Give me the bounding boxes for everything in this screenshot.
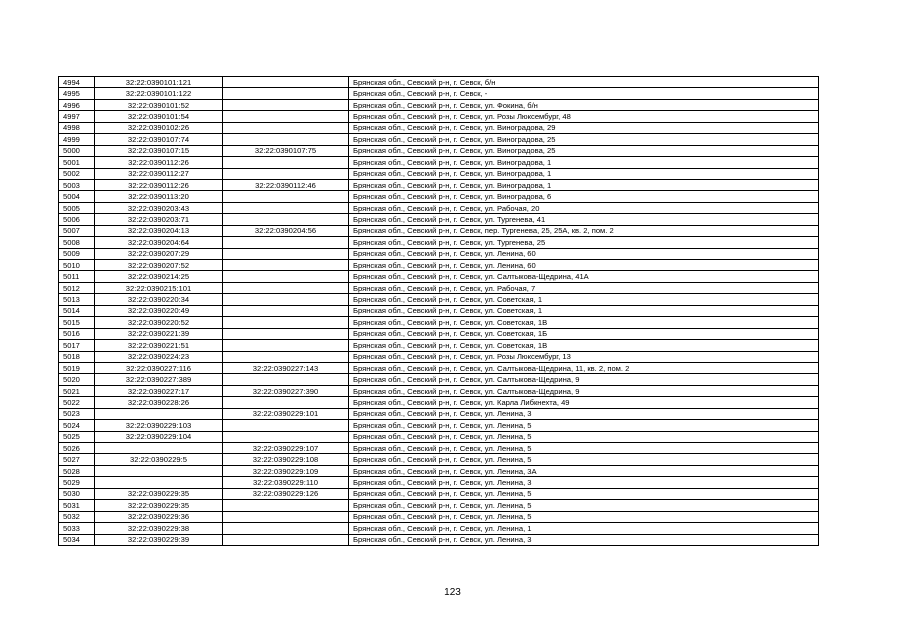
cadastral-number-cell: 32:22:0390229:35 (95, 488, 223, 499)
table-row (59, 454, 819, 465)
cadastral-number-cell: 32:22:0390229:36 (95, 511, 223, 522)
address-cell: Брянская обл., Севский р-н, г. Севск, ул. Ленина, 5 (349, 511, 819, 522)
row-number-cell: 5006 (59, 214, 95, 225)
row-number-cell: 5012 (59, 282, 95, 293)
address-cell: Брянская обл., Севский р-н, г. Севск, ул. Ленина, 60 (349, 260, 819, 271)
address-cell: Брянская обл., Севский р-н, г. Севск, ул. Ленина, 60 (349, 248, 819, 259)
address-cell: Брянская обл., Севский р-н, г. Севск, ул. Ленина, 5 (349, 488, 819, 499)
table-row (59, 397, 819, 408)
address-cell: Брянская обл., Севский р-н, г. Севск, б/н (349, 77, 819, 88)
row-number-cell: 5001 (59, 157, 95, 168)
table-row (59, 157, 819, 168)
cadastral-number-cell: 32:22:0390215:101 (95, 282, 223, 293)
row-number-cell: 5018 (59, 351, 95, 362)
table-row (59, 523, 819, 534)
related-cadastral-number-cell (223, 374, 349, 385)
table-row (59, 385, 819, 396)
table-row (59, 202, 819, 213)
table-row (59, 271, 819, 282)
row-number-cell: 5028 (59, 465, 95, 476)
cadastral-number-cell: 32:22:0390224:23 (95, 351, 223, 362)
row-number-cell: 5031 (59, 500, 95, 511)
related-cadastral-number-cell: 32:22:0390204:56 (223, 225, 349, 236)
address-cell: Брянская обл., Севский р-н, г. Севск, ул. Карла Либкнехта, 49 (349, 397, 819, 408)
table-row (59, 122, 819, 133)
address-cell: Брянская обл., Севский р-н, г. Севск, ул. Салтыкова-Щедрина, 41А (349, 271, 819, 282)
related-cadastral-number-cell (223, 111, 349, 122)
table-body (59, 77, 819, 546)
address-cell: Брянская обл., Севский р-н, г. Севск, ул. Розы Люксембург, 48 (349, 111, 819, 122)
table-row (59, 511, 819, 522)
address-cell: Брянская обл., Севский р-н, г. Севск, ул. Виноградова, 1 (349, 168, 819, 179)
address-cell: Брянская обл., Севский р-н, г. Севск, ул. Ленина, 5 (349, 454, 819, 465)
row-number-cell: 5025 (59, 431, 95, 442)
related-cadastral-number-cell (223, 122, 349, 133)
cadastral-number-cell: 32:22:0390221:51 (95, 340, 223, 351)
registry-table (58, 76, 819, 546)
row-number-cell: 5021 (59, 385, 95, 396)
address-cell: Брянская обл., Севский р-н, г. Севск, ул. Советская, 1 (349, 294, 819, 305)
address-cell: Брянская обл., Севский р-н, г. Севск, ул. Виноградова, 1 (349, 157, 819, 168)
related-cadastral-number-cell (223, 202, 349, 213)
table-row (59, 145, 819, 156)
table-row (59, 488, 819, 499)
related-cadastral-number-cell (223, 99, 349, 110)
cadastral-number-cell: 32:22:0390203:43 (95, 202, 223, 213)
address-cell: Брянская обл., Севский р-н, г. Севск, ул. Ленина, 3 (349, 408, 819, 419)
table-row (59, 134, 819, 145)
row-number-cell: 5015 (59, 317, 95, 328)
row-number-cell: 4995 (59, 88, 95, 99)
cadastral-number-cell: 32:22:0390113:20 (95, 191, 223, 202)
cadastral-number-cell: 32:22:0390220:34 (95, 294, 223, 305)
cadastral-number-cell: 32:22:0390229:104 (95, 431, 223, 442)
table-row (59, 77, 819, 88)
address-cell: Брянская обл., Севский р-н, г. Севск, ул. Салтыкова-Щедрина, 9 (349, 374, 819, 385)
cadastral-number-cell: 32:22:0390101:122 (95, 88, 223, 99)
related-cadastral-number-cell (223, 77, 349, 88)
related-cadastral-number-cell: 32:22:0390229:101 (223, 408, 349, 419)
row-number-cell: 4998 (59, 122, 95, 133)
address-cell: Брянская обл., Севский р-н, г. Севск, ул. Советская, 1 (349, 305, 819, 316)
cadastral-number-cell: 32:22:0390112:26 (95, 179, 223, 190)
cadastral-number-cell (95, 477, 223, 488)
table-row (59, 111, 819, 122)
related-cadastral-number-cell (223, 134, 349, 145)
cadastral-number-cell: 32:22:0390229:35 (95, 500, 223, 511)
related-cadastral-number-cell: 32:22:0390227:143 (223, 362, 349, 373)
row-number-cell: 5029 (59, 477, 95, 488)
table-row (59, 420, 819, 431)
cadastral-number-cell: 32:22:0390112:26 (95, 157, 223, 168)
cadastral-number-cell: 32:22:0390204:64 (95, 237, 223, 248)
related-cadastral-number-cell (223, 523, 349, 534)
row-number-cell: 5023 (59, 408, 95, 419)
cadastral-number-cell: 32:22:0390203:71 (95, 214, 223, 225)
row-number-cell: 5020 (59, 374, 95, 385)
row-number-cell: 5005 (59, 202, 95, 213)
cadastral-number-cell: 32:22:0390207:29 (95, 248, 223, 259)
related-cadastral-number-cell (223, 534, 349, 545)
cadastral-number-cell (95, 443, 223, 454)
table-row (59, 477, 819, 488)
row-number-cell: 5024 (59, 420, 95, 431)
address-cell: Брянская обл., Севский р-н, г. Севск, ул. Виноградова, 25 (349, 145, 819, 156)
related-cadastral-number-cell: 32:22:0390227:390 (223, 385, 349, 396)
related-cadastral-number-cell (223, 420, 349, 431)
address-cell: Брянская обл., Севский р-н, г. Севск, ул. Салтыкова-Щедрина, 11, кв. 2, пом. 2 (349, 362, 819, 373)
cadastral-number-cell: 32:22:0390221:39 (95, 328, 223, 339)
table-row (59, 465, 819, 476)
related-cadastral-number-cell (223, 305, 349, 316)
table-row (59, 317, 819, 328)
related-cadastral-number-cell: 32:22:0390229:109 (223, 465, 349, 476)
cadastral-number-cell (95, 408, 223, 419)
cadastral-number-cell: 32:22:0390102:26 (95, 122, 223, 133)
row-number-cell: 5008 (59, 237, 95, 248)
related-cadastral-number-cell (223, 397, 349, 408)
related-cadastral-number-cell (223, 500, 349, 511)
row-number-cell: 4996 (59, 99, 95, 110)
row-number-cell: 5014 (59, 305, 95, 316)
cadastral-number-cell: 32:22:0390220:52 (95, 317, 223, 328)
table-row (59, 534, 819, 545)
row-number-cell: 5017 (59, 340, 95, 351)
cadastral-number-cell: 32:22:0390228:26 (95, 397, 223, 408)
cadastral-number-cell: 32:22:0390220:49 (95, 305, 223, 316)
related-cadastral-number-cell (223, 328, 349, 339)
row-number-cell: 5022 (59, 397, 95, 408)
row-number-cell: 5026 (59, 443, 95, 454)
address-cell: Брянская обл., Севский р-н, г. Севск, ул. Советская, 1В (349, 317, 819, 328)
table-row (59, 294, 819, 305)
cadastral-number-cell: 32:22:0390229:5 (95, 454, 223, 465)
address-cell: Брянская обл., Севский р-н, г. Севск, ул. Ленина, 1 (349, 523, 819, 534)
cadastral-number-cell: 32:22:0390227:389 (95, 374, 223, 385)
address-cell: Брянская обл., Севский р-н, г. Севск, ул. Виноградова, 29 (349, 122, 819, 133)
address-cell: Брянская обл., Севский р-н, г. Севск, - (349, 88, 819, 99)
related-cadastral-number-cell: 32:22:0390229:108 (223, 454, 349, 465)
table-row (59, 340, 819, 351)
related-cadastral-number-cell (223, 260, 349, 271)
table-row (59, 237, 819, 248)
address-cell: Брянская обл., Севский р-н, г. Севск, ул. Ленина, 5 (349, 431, 819, 442)
related-cadastral-number-cell (223, 214, 349, 225)
related-cadastral-number-cell (223, 511, 349, 522)
cadastral-number-cell: 32:22:0390229:39 (95, 534, 223, 545)
table-row (59, 305, 819, 316)
related-cadastral-number-cell (223, 191, 349, 202)
row-number-cell: 5007 (59, 225, 95, 236)
cadastral-number-cell: 32:22:0390207:52 (95, 260, 223, 271)
row-number-cell: 5000 (59, 145, 95, 156)
address-cell: Брянская обл., Севский р-н, г. Севск, ул. Виноградова, 25 (349, 134, 819, 145)
row-number-cell: 5032 (59, 511, 95, 522)
related-cadastral-number-cell (223, 294, 349, 305)
cadastral-number-cell: 32:22:0390107:15 (95, 145, 223, 156)
related-cadastral-number-cell: 32:22:0390229:110 (223, 477, 349, 488)
row-number-cell: 4999 (59, 134, 95, 145)
related-cadastral-number-cell (223, 351, 349, 362)
table-row (59, 282, 819, 293)
row-number-cell: 5016 (59, 328, 95, 339)
table-row (59, 168, 819, 179)
row-number-cell: 5003 (59, 179, 95, 190)
address-cell: Брянская обл., Севский р-н, г. Севск, ул. Рабочая, 7 (349, 282, 819, 293)
cadastral-number-cell: 32:22:0390214:25 (95, 271, 223, 282)
related-cadastral-number-cell (223, 282, 349, 293)
related-cadastral-number-cell (223, 317, 349, 328)
table-row (59, 408, 819, 419)
address-cell: Брянская обл., Севский р-н, г. Севск, ул. Ленина, 3А (349, 465, 819, 476)
related-cadastral-number-cell (223, 237, 349, 248)
table-row (59, 443, 819, 454)
address-cell: Брянская обл., Севский р-н, г. Севск, ул. Ленина, 5 (349, 420, 819, 431)
table-row (59, 500, 819, 511)
table-row (59, 431, 819, 442)
cadastral-number-cell (95, 465, 223, 476)
row-number-cell: 5010 (59, 260, 95, 271)
table-row (59, 214, 819, 225)
related-cadastral-number-cell: 32:22:0390107:75 (223, 145, 349, 156)
row-number-cell: 5013 (59, 294, 95, 305)
cadastral-number-cell: 32:22:0390112:27 (95, 168, 223, 179)
cadastral-number-cell: 32:22:0390229:103 (95, 420, 223, 431)
address-cell: Брянская обл., Севский р-н, г. Севск, пер. Тургенева, 25, 25А, кв. 2, пом. 2 (349, 225, 819, 236)
row-number-cell: 5033 (59, 523, 95, 534)
row-number-cell: 5004 (59, 191, 95, 202)
cadastral-number-cell: 32:22:0390227:17 (95, 385, 223, 396)
related-cadastral-number-cell (223, 271, 349, 282)
table-row (59, 99, 819, 110)
row-number-cell: 4997 (59, 111, 95, 122)
table-row (59, 88, 819, 99)
related-cadastral-number-cell (223, 88, 349, 99)
address-cell: Брянская обл., Севский р-н, г. Севск, ул. Виноградова, 6 (349, 191, 819, 202)
table-row (59, 362, 819, 373)
address-cell: Брянская обл., Севский р-н, г. Севск, ул. Ленина, 3 (349, 477, 819, 488)
related-cadastral-number-cell: 32:22:0390229:107 (223, 443, 349, 454)
table-row (59, 191, 819, 202)
address-cell: Брянская обл., Севский р-н, г. Севск, ул. Ленина, 5 (349, 443, 819, 454)
address-cell: Брянская обл., Севский р-н, г. Севск, ул. Тургенева, 41 (349, 214, 819, 225)
address-cell: Брянская обл., Севский р-н, г. Севск, ул. Советская, 1В (349, 340, 819, 351)
address-cell: Брянская обл., Севский р-н, г. Севск, ул. Советская, 1Б (349, 328, 819, 339)
related-cadastral-number-cell (223, 157, 349, 168)
row-number-cell: 5002 (59, 168, 95, 179)
related-cadastral-number-cell: 32:22:0390112:46 (223, 179, 349, 190)
row-number-cell: 5027 (59, 454, 95, 465)
related-cadastral-number-cell (223, 248, 349, 259)
table-row (59, 260, 819, 271)
table-row (59, 248, 819, 259)
address-cell: Брянская обл., Севский р-н, г. Севск, ул. Ленина, 5 (349, 500, 819, 511)
cadastral-number-cell: 32:22:0390107:74 (95, 134, 223, 145)
address-cell: Брянская обл., Севский р-н, г. Севск, ул. Фокина, б/н (349, 99, 819, 110)
row-number-cell: 5030 (59, 488, 95, 499)
related-cadastral-number-cell (223, 431, 349, 442)
address-cell: Брянская обл., Севский р-н, г. Севск, ул. Розы Люксембург, 13 (349, 351, 819, 362)
row-number-cell: 4994 (59, 77, 95, 88)
table-row (59, 225, 819, 236)
row-number-cell: 5009 (59, 248, 95, 259)
page-number: 123 (444, 587, 461, 598)
address-cell: Брянская обл., Севский р-н, г. Севск, ул. Тургенева, 25 (349, 237, 819, 248)
cadastral-number-cell: 32:22:0390227:116 (95, 362, 223, 373)
address-cell: Брянская обл., Севский р-н, г. Севск, ул. Рабочая, 20 (349, 202, 819, 213)
row-number-cell: 5019 (59, 362, 95, 373)
table-row (59, 351, 819, 362)
table-row (59, 179, 819, 190)
related-cadastral-number-cell (223, 168, 349, 179)
table-row (59, 328, 819, 339)
table-row (59, 374, 819, 385)
related-cadastral-number-cell: 32:22:0390229:126 (223, 488, 349, 499)
cadastral-number-cell: 32:22:0390204:13 (95, 225, 223, 236)
cadastral-number-cell: 32:22:0390101:54 (95, 111, 223, 122)
row-number-cell: 5034 (59, 534, 95, 545)
related-cadastral-number-cell (223, 340, 349, 351)
cadastral-number-cell: 32:22:0390101:121 (95, 77, 223, 88)
address-cell: Брянская обл., Севский р-н, г. Севск, ул. Виноградова, 1 (349, 179, 819, 190)
cadastral-number-cell: 32:22:0390229:38 (95, 523, 223, 534)
address-cell: Брянская обл., Севский р-н, г. Севск, ул. Ленина, 3 (349, 534, 819, 545)
cadastral-number-cell: 32:22:0390101:52 (95, 99, 223, 110)
row-number-cell: 5011 (59, 271, 95, 282)
address-cell: Брянская обл., Севский р-н, г. Севск, ул. Салтыкова-Щедрина, 9 (349, 385, 819, 396)
